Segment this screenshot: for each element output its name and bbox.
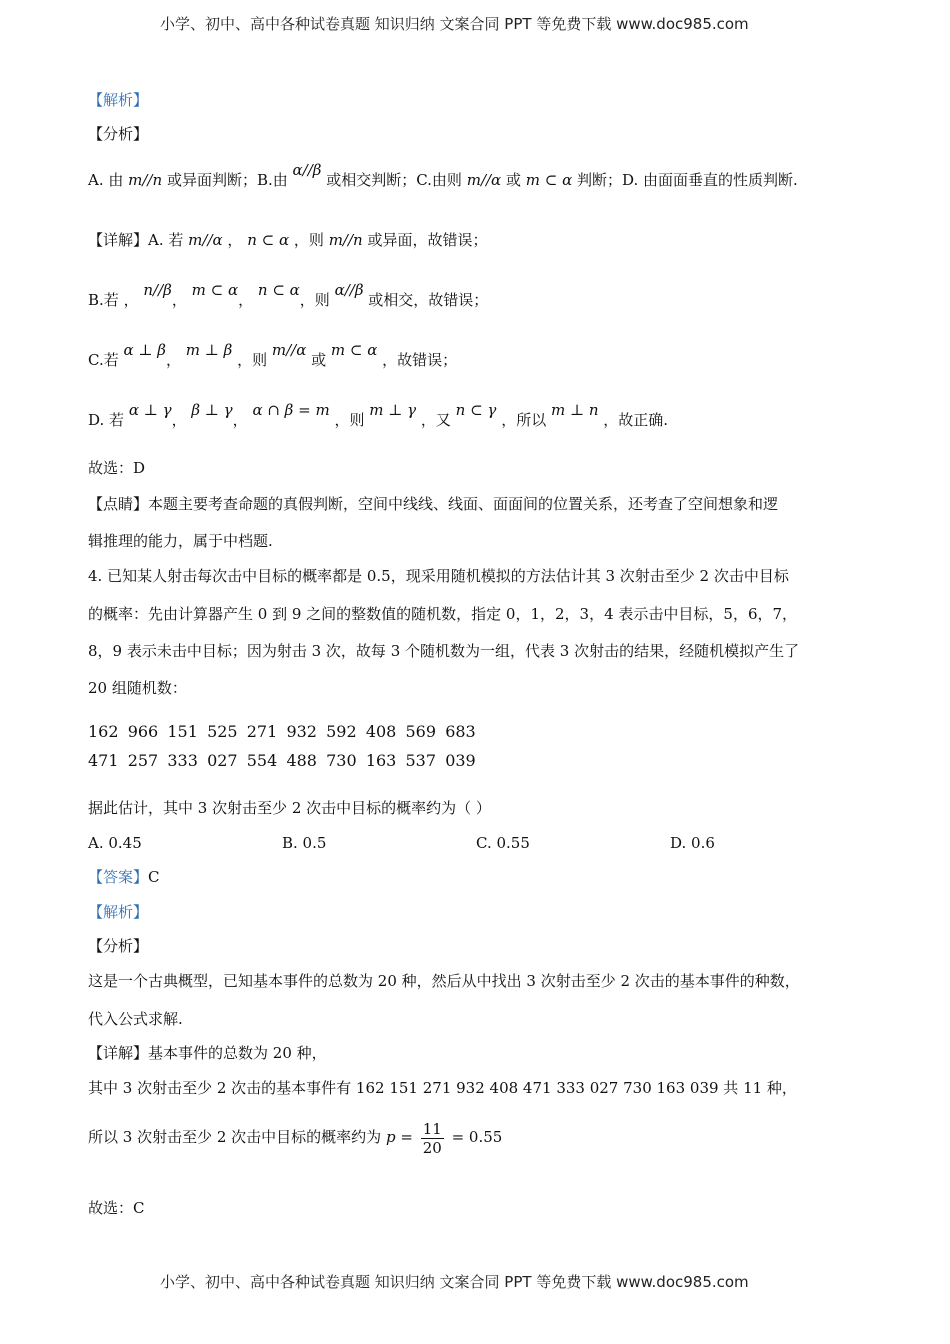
option-d: D. 0.6 (670, 834, 715, 852)
q4-fenxi-tag: 【分析】 (88, 937, 149, 955)
q4-fenxi-2: 代入公式求解. (88, 1010, 183, 1028)
q3-answer: 故选：D (88, 459, 146, 477)
q4-stem-4: 20 组随机数： (88, 679, 187, 697)
jiexi-tag: 【解析】 (88, 91, 149, 109)
option-c: C. 0.55 (476, 834, 530, 852)
q3-dianjing-2: 辑推理的能力，属于中档题. (88, 532, 273, 550)
q3-dianjing: 【点睛】本题主要考查命题的真假判断，空间中线线、线面、面面间的位置关系，还考查了空间想象和逻 (88, 495, 779, 513)
q4-detail-3: 所以 3 次射击至少 2 次击中目标的概率约为 p = $\frac{11}{20}$ = 0.55 (88, 1119, 503, 1157)
q3-fenxi-text: A. 由 m//n 或异面判断；B.由 α//β 或相交判断；C.由则 m//α 或 m ⊂ α 判断；D. 由面面垂直的性质判断. (88, 161, 798, 189)
fenxi-tag: 【分析】 (88, 125, 149, 143)
formula-result: = 0.55 (451, 1128, 503, 1146)
q4-final: 故选：C (88, 1199, 145, 1217)
formula-fraction: $\frac{11}{20}$ (422, 1119, 442, 1157)
page-header: 小学、初中、高中各种试卷真题 知识归纳 文案合同 PPT 等免费下载 www.doc985.com (160, 15, 749, 33)
option-b: B. 0.5 (282, 834, 327, 852)
q3-detail-d: D. 若 α ⊥ γ， β ⊥ γ， α ∩ β = m ，则 m ⊥ γ ，又 n ⊂ γ ，所以 m ⊥ n ，故正确. (88, 401, 669, 429)
q3-detail-a: 【详解】A. 若 m//α ， n ⊂ α ，则 m//n 或异面，故错误； (88, 231, 488, 249)
random-numbers-row-2: 471 257 333 027 554 488 730 163 537 039 (88, 751, 476, 770)
q3-detail-c: C.若 α ⊥ β， m ⊥ β ，则 m//α 或 m ⊂ α ，故错误； (88, 341, 458, 369)
q4-detail-2: 其中 3 次射击至少 2 次击的基本事件有 162 151 271 932 408 471 333 027 730 163 039 共 11 种， (88, 1079, 797, 1097)
q4-question: 据此估计，其中 3 次射击至少 2 次击中目标的概率约为（ ） (88, 799, 491, 817)
page-footer: 小学、初中、高中各种试卷真题 知识归纳 文案合同 PPT 等免费下载 www.doc985.com (160, 1273, 749, 1291)
formula-p: p = (385, 1128, 413, 1146)
q4-answer: 【答案】C (88, 868, 160, 886)
q4-detail-1: 【详解】基本事件的总数为 20 种， (88, 1044, 327, 1062)
q3-detail-b: B.若 ， n//β， m ⊂ α， n ⊂ α，则 α//β 或相交，故错误； (88, 281, 489, 309)
q4-stem-1: 4. 已知某人射击每次击中目标的概率都是 0.5，现采用随机模拟的方法估计其 3 次射击至少 2 次击中目标 (88, 567, 789, 585)
q4-stem-3: 8，9 表示未击中目标；因为射击 3 次，故每 3 个随机数为一组，代表 3 次射击的结果，经随机模拟产生了 (88, 642, 800, 660)
q4-stem-2: 的概率：先由计算器产生 0 到 9 之间的整数值的随机数，指定 0，1，2，3，4 表示击中目标，5，6，7， (88, 605, 798, 623)
random-numbers-row-1: 162 966 151 525 271 932 592 408 569 683 (88, 722, 476, 741)
option-a: A. 0.45 (88, 834, 142, 852)
q4-jiexi-tag: 【解析】 (88, 903, 149, 921)
q4-fenxi-1: 这是一个古典概型，已知基本事件的总数为 20 种，然后从中找出 3 次射击至少 2 次击的基本事件的种数， (88, 972, 800, 990)
